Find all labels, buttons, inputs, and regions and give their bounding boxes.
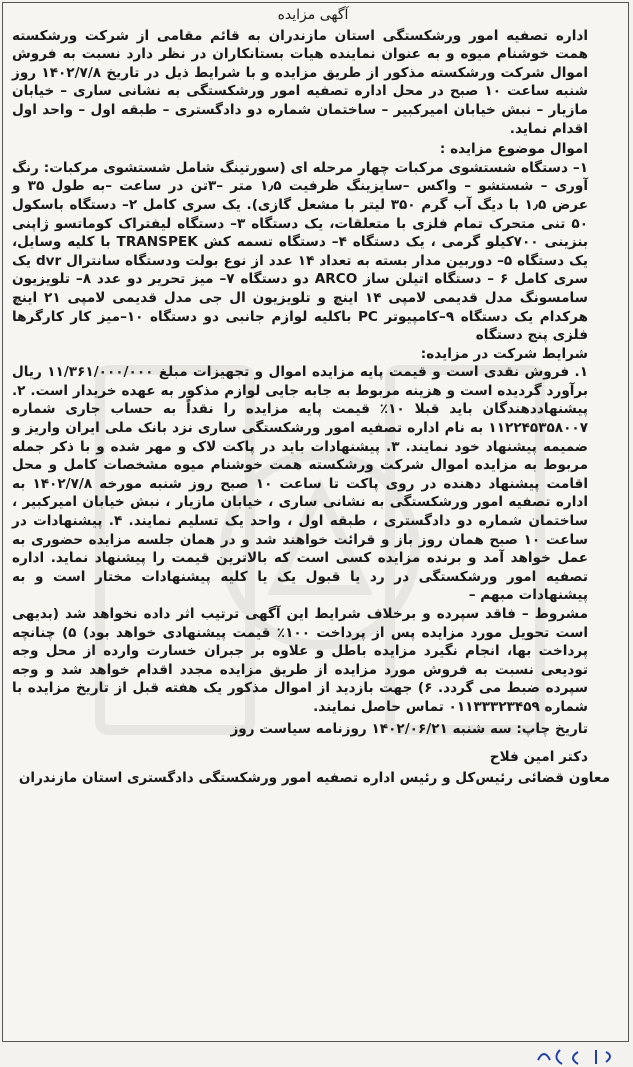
notice-title: آگهی مزایده bbox=[277, 7, 349, 23]
conditions-continued: مشروط – فاقد سپرده و برخلاف شرایط این آگهی ترتیب اثر داده نخواهد شد (بدیهی است تحویل مورد مزایده پس از پرداخت ۱۰۰٪ قیمت پیشنهادی خواهد بود) ۵) چنانچه پرداخت بها، انجام نگیرد مزایده باطل و علاوه بر جبران خسارت وارده از محل وجه تودیعی نسبت به فروش مورد مزایده از طریق مزایده مجدد اقدام خواهد شد و وجه سپرده ضبط می گردد. ۶) جهت بازدید از اموال مذکور یک هفته قبل از تاریخ مزایده با شماره ۰۱۱۳۳۳۲۳۴۵۹ تماس حاصل نمایند. bbox=[12, 606, 588, 715]
handwriting-mark bbox=[530, 1046, 620, 1066]
signer-role: معاون قضائی رئیس‌کل و رئیس اداره تصفیه امور ورشکستگی دادگستری استان مازندران bbox=[18, 769, 610, 786]
notice-intro: اداره تصفیه امور ورشکستگی استان مازندران به قائم مقامی از شرکت ورشکسته همت خوشنام میوه و به عنوان نماینده هیات بستانکاران در نظر دارد نسبت به فروش اموال شرکت ورشکسته مذکور از طریق مزایده و با شرایط ذیل در تاریخ ۱۴۰۲/۷/۸ روز شنبه ساعت ۱۰ صبح در محل اداره تصفیه امور ورشکستگی به نشانی ساری – خیابان مازیار – نبش خیابان امیرکبیر – ساختمان شماره دو دادگستری – طبقه اول – واحد اول اقدام نماید. bbox=[12, 27, 589, 137]
print-date: تاریخ چاپ: سه شنبه ۱۴۰۲/۰۶/۲۱ روزنامه سیاست روز bbox=[230, 720, 588, 737]
conditions-text: ۱. فروش نقدی است و قیمت پایه مزایده اموال و تجهیزات مبلغ ۱۱/۳۶۱/۰۰۰/۰۰۰ ریال برآورد گردیده است و هزینه مربوط به جابه جایی لوازم مذکور به عهده خریدار است. ۲. پیشنهاددهندگان باید قبلا ۱۰٪ قیمت پایه مزایده را نقداً به حساب جاری شماره ۱۱۲۲۴۵۳۵۸۰۰۷ به نام اداره تصفیه امور ورشکستگی ساری نزد بانک ملی ایران واریز و ضمیمه پیشنهاد خود نمایند. ۳. پیشنهادات باید در پاکت لاک و مهر شده و با ذکر جمله مربوط به مزایده اموال شرکت ورشکسته همت خوشنام میوه مشخصات کامل و محل اقامت پیشنهاد دهنده در روی پاکت تا ساعت ۱۰ صبح روز شنبه مورخه ۱۴۰۲/۷/۸ به اداره تصفیه امور ورشکستگی به نشانی ساری ، خیابان مازیار ، نبش خیابان امیرکبیر ، ساختمان شماره دو دادگستری ، طبقه اول ، واحد یک تسلیم نمایند. ۴. پیشنهادات در ساعت ۱۰ صبح همان روز باز و قرائت خواهند شد و در همان جلسه مزایده حضوری به عمل خواهد آمد و برنده مزایده کسی است که بالاترین قیمت را پیشنهاد نماید. اداره تصفیه امور ورشکستگی در رد یا قبول یک یا کلیه پیشنهادات مختار است و به پیشنهادات مبهم – bbox=[12, 364, 589, 604]
conditions-heading: شرایط شرکت در مزایده: bbox=[420, 345, 588, 362]
items-list: ۱– دستگاه شستشوی مرکبات چهار مرحله ای (سورتینگ شامل شستشوی مرکبات: رنگ آوری – شستشو – واکس –سایزینگ ظرفیت ۱٫۵ متر –۳تن در ساعت –به طول ۳۵ و عرض ۱٫۵ با دیگ آب گرم ۳۵۰ لیتر با مشعل گازی). یک سری کامل ۲– دستگاه باسکول ۵۰ تنی متحرک تمام فلزی با متعلقات، یک دستگاه ۳– دستگاه لیفتراک کوماتسو ژاپنی بنزینی ۷۰۰کیلو گرمی ، یک دستگاه ۴– دستگاه تسمه کش TRANSPEK با کلیه وسایل، یک دستگاه ۵– دوربین مدار بسته به تعداد ۱۴ عدد از نوع بولت ودستگاه سانترال dvr یک سری کامل ۶ – دستگاه اتیلن ساز ARCO دو دستگاه ۷– میز تحریر دو عدد ۸– تلویزیون سامسونگ مدل قدیمی لامپی ۱۴ اینچ و تلویزیون ال جی مدل قدیمی لامپی ۲۱ اینچ هرکدام یک دستگاه ۹–کامپیوتر PC باکلیه لوازم جانبی دو دستگاه ۱۰–میز کار کارگرها فلزی پنج دستگاه bbox=[12, 159, 588, 344]
items-heading: اموال موضوع مزایده : bbox=[439, 141, 588, 158]
notice-document bbox=[8, 6, 624, 1036]
signer-name: دکتر امین فلاح bbox=[489, 749, 588, 766]
